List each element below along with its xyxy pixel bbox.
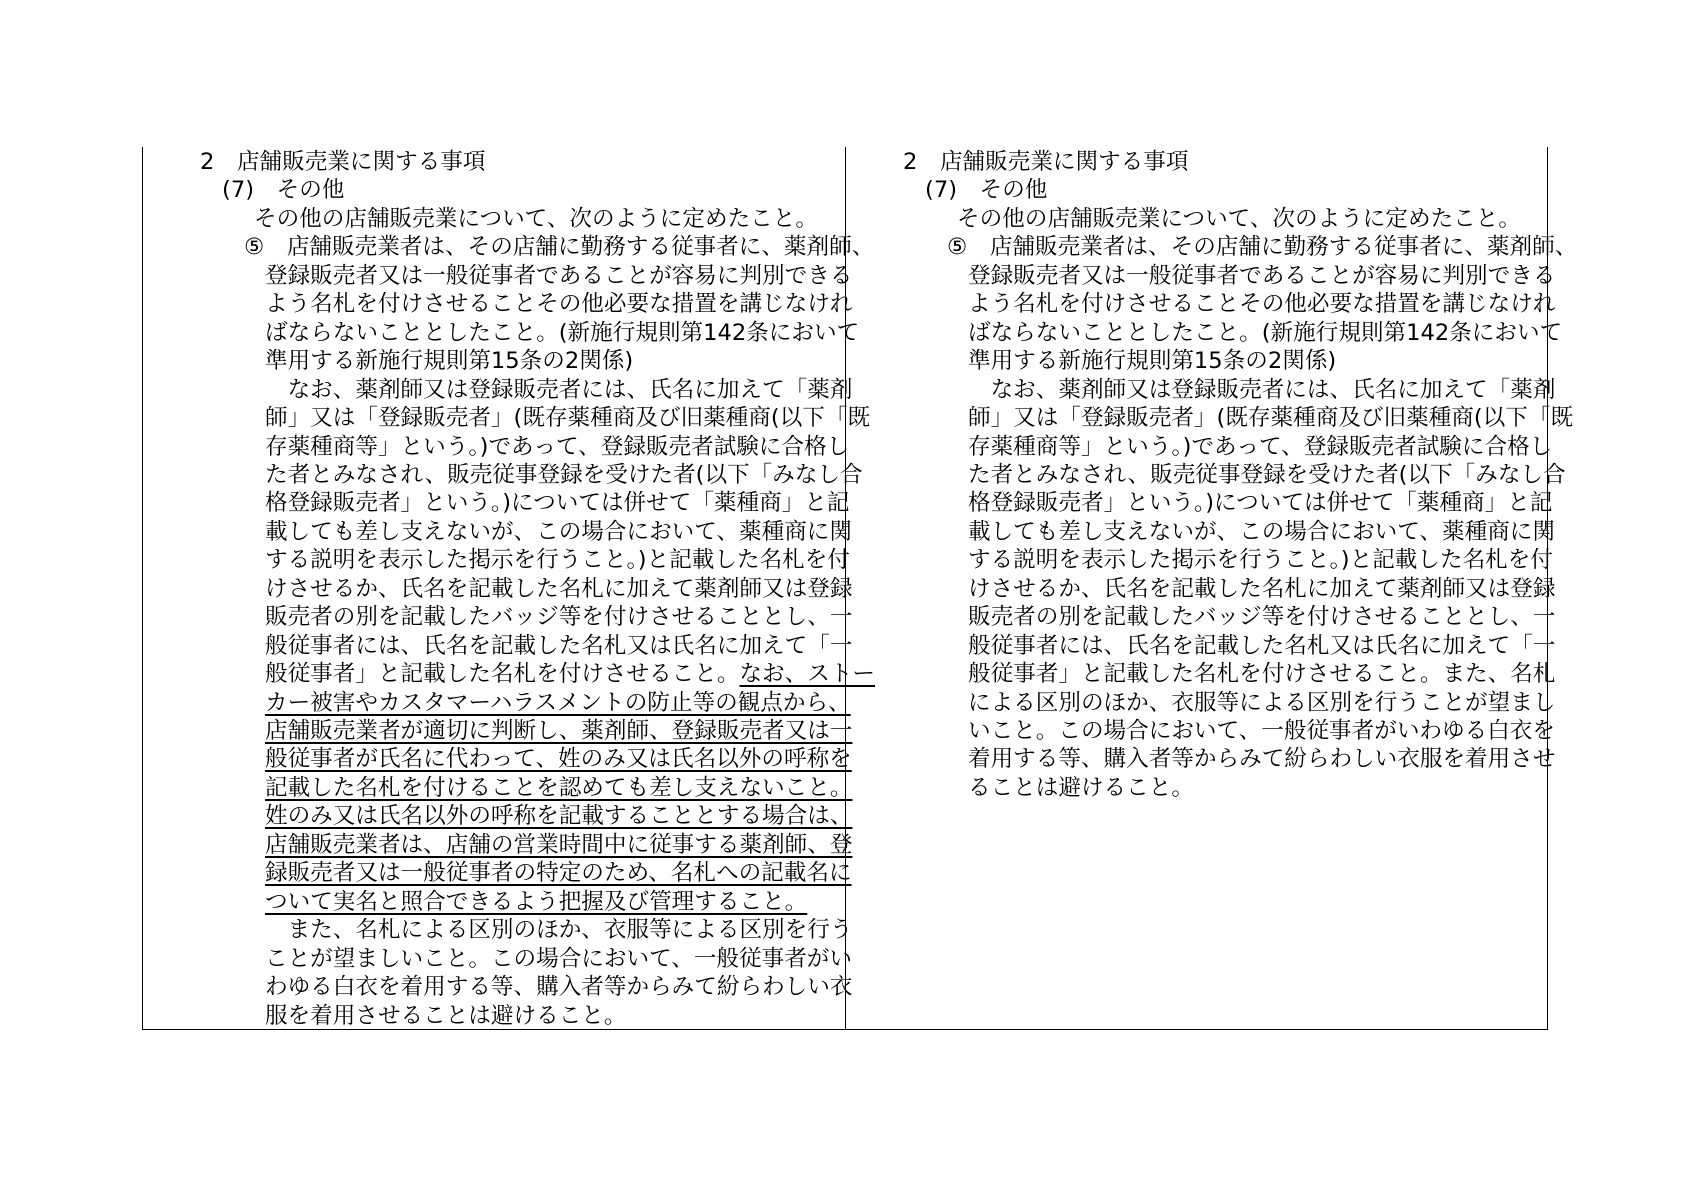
text-line [968, 774, 1194, 802]
line-text: けさせるか、氏名を記載した名札に加えて薬剤師又は登録 [968, 575, 1556, 602]
underlined-amendment-text: 録販売者又は一般従事者の特定のため、名札への記載名に [265, 860, 852, 887]
text-line [968, 290, 1555, 318]
line-text: なお、薬剤師又は登録販売者には、氏名に加えて「薬剤 [265, 376, 853, 403]
text-line [968, 632, 1555, 660]
text-line [968, 689, 1555, 717]
line-text: また、名札による区別のほか、衣服等による区別を行う [265, 917, 853, 944]
line-text: 存薬種商等」という。)であって、登録販売者試験に合格し [265, 433, 850, 460]
line-text: 準用する新施行規則第15条の2関係) [968, 348, 1337, 375]
text-line [265, 888, 807, 916]
text-line [265, 859, 852, 887]
text-line [265, 376, 852, 404]
line-text: よう名札を付けさせることその他必要な措置を講じなけれ [968, 291, 1556, 318]
line-text: その他の店舗販売業について、次のように定めたこと。 [254, 205, 818, 232]
text-line [968, 489, 1553, 517]
text-line [968, 546, 1553, 574]
line-text: (7) その他 [222, 177, 345, 204]
underlined-amendment-text: 般従事者が氏名に代わって、姓のみ又は氏名以外の呼称を [265, 746, 852, 773]
text-line [968, 461, 1566, 489]
text-line [265, 802, 852, 830]
line-text: 載しても差し支えないが、この場合において、薬種商に関 [265, 518, 852, 545]
line-text: ⑤ 店舗販売業者は、その店舗に勤務する従事者に、薬剤師、 [947, 234, 1578, 261]
line-text: けさせるか、氏名を記載した名札に加えて薬剤師又は登録 [265, 575, 853, 602]
text-line [968, 518, 1555, 546]
line-text: 服を着用させることは避けること。 [265, 1002, 627, 1029]
text-line [968, 603, 1555, 631]
text-line [265, 262, 852, 290]
line-text: よう名札を付けさせることその他必要な措置を講じなけれ [265, 291, 853, 318]
line-text: その他の店舗販売業について、次のように定めたこと。 [957, 205, 1521, 232]
line-text: する説明を表示した掲示を行うこと。)と記載した名札を付 [265, 547, 850, 574]
text-line [265, 945, 852, 973]
line-text: た者とみなされ、販売従事登録を受けた者(以下「みなし合 [968, 461, 1566, 488]
line-text: 般従事者には、氏名を記載した名札又は氏名に加えて「一 [265, 632, 853, 659]
text-line [265, 518, 852, 546]
line-text: 登録販売者又は一般従事者であることが容易に判別できる [968, 262, 1556, 289]
line-text: 般従事者には、氏名を記載した名札又は氏名に加えて「一 [968, 632, 1556, 659]
line-text: する説明を表示した掲示を行うこと。)と記載した名札を付 [968, 547, 1553, 574]
text-line [903, 148, 1189, 176]
line-text: 2 店舗販売業に関する事項 [200, 149, 486, 175]
text-line [265, 1002, 627, 1030]
text-line [968, 433, 1552, 461]
text-line [968, 347, 1336, 375]
line-text: ばならないこととしたこと。(新施行規則第142条において [968, 319, 1563, 346]
line-text: 師」又は「登録販売者」(既存薬種商及び旧薬種商(以下「既 [968, 405, 1574, 432]
line-text: 販売者の別を記載したバッジ等を付けさせることとし、一 [968, 604, 1556, 631]
line-text: 存薬種商等」という。)であって、登録販売者試験に合格し [968, 433, 1553, 460]
text-line [265, 916, 852, 944]
line-text: 般従事者」と記載した名札を付けさせること。 [265, 661, 740, 688]
text-line [265, 660, 875, 688]
line-text: による区別のほか、衣服等による区別を行うことが望まし [968, 689, 1556, 716]
line-text: 般従事者」と記載した名札を付けさせること。また、名札 [968, 661, 1556, 688]
text-line [265, 347, 633, 375]
line-text: 師」又は「登録販売者」(既存薬種商及び旧薬種商(以下「既 [265, 405, 871, 432]
text-line [265, 603, 852, 631]
line-text: 2 店舗販売業に関する事項 [903, 149, 1189, 175]
line-text: ⑤ 店舗販売業者は、その店舗に勤務する従事者に、薬剤師、 [244, 234, 875, 261]
line-text: なお、薬剤師又は登録販売者には、氏名に加えて「薬剤 [968, 376, 1556, 403]
text-line [925, 176, 1047, 204]
text-line [968, 660, 1555, 688]
text-line [957, 205, 1521, 233]
line-text: 販売者の別を記載したバッジ等を付けさせることとし、一 [265, 604, 853, 631]
text-line [265, 973, 852, 1001]
underlined-amendment-text: 店舗販売業者は、店舗の営業時間中に従事する薬剤師、登 [265, 831, 853, 858]
text-line [265, 717, 852, 745]
text-line [265, 433, 849, 461]
text-line [968, 404, 1573, 432]
line-text: 準用する新施行規則第15条の2関係) [265, 348, 634, 375]
line-text: いこと。この場合において、一般従事者がいわゆる白衣を [968, 718, 1555, 744]
underlined-amendment-text: 店舗販売業者が適切に判断し、薬剤師、登録販売者又は一 [265, 718, 853, 744]
text-line [265, 774, 852, 802]
table-left-border [142, 147, 143, 1029]
line-text: ばならないこととしたこと。(新施行規則第142条において [265, 319, 860, 346]
text-line [968, 717, 1555, 745]
line-text: 格登録販売者」という。)については併せて「薬種商」と記 [265, 490, 850, 517]
text-line [968, 376, 1555, 404]
text-line [265, 745, 852, 773]
text-line [265, 831, 852, 859]
text-line [265, 404, 870, 432]
underlined-amendment-text: 記載した名札を付けることを認めても差し支えないこと。 [265, 774, 853, 801]
underlined-amendment-text: なお、ストー [739, 661, 876, 688]
text-line [265, 290, 852, 318]
line-text: 登録販売者又は一般従事者であることが容易に判別できる [265, 262, 853, 289]
text-line [265, 489, 850, 517]
text-line [265, 575, 852, 603]
line-text: 載しても差し支えないが、この場合において、薬種商に関 [968, 518, 1555, 545]
text-line [265, 632, 852, 660]
line-text: ることは避けること。 [968, 774, 1194, 801]
text-line [222, 176, 344, 204]
line-text: ことが望ましいこと。この場合において、一般従事者がい [265, 945, 852, 972]
line-text: た者とみなされ、販売従事登録を受けた者(以下「みなし合 [265, 461, 863, 488]
line-text: 着用する等、購入者等からみて紛らわしい衣服を着用させ [968, 746, 1556, 773]
text-line [200, 148, 486, 176]
underlined-amendment-text: ついて実名と照合できるよう把握及び管理すること。 [265, 888, 808, 915]
text-line [947, 233, 1577, 261]
underlined-amendment-text: カー被害やカスタマーハラスメントの防止等の観点から、 [265, 689, 851, 716]
text-line [968, 319, 1562, 347]
text-line [968, 575, 1555, 603]
line-text: 格登録販売者」という。)については併せて「薬種商」と記 [968, 490, 1553, 517]
underlined-amendment-text: 姓のみ又は氏名以外の呼称を記載することとする場合は、 [265, 803, 853, 830]
text-line [265, 689, 851, 717]
text-line [265, 319, 859, 347]
line-text: わゆる白衣を着用する等、購入者等からみて紛らわしい衣 [265, 974, 853, 1001]
line-text: (7) その他 [925, 177, 1048, 204]
text-line [265, 546, 850, 574]
text-line [244, 233, 874, 261]
text-line [254, 205, 818, 233]
text-line [968, 262, 1555, 290]
text-line [968, 745, 1555, 773]
text-line [265, 461, 863, 489]
